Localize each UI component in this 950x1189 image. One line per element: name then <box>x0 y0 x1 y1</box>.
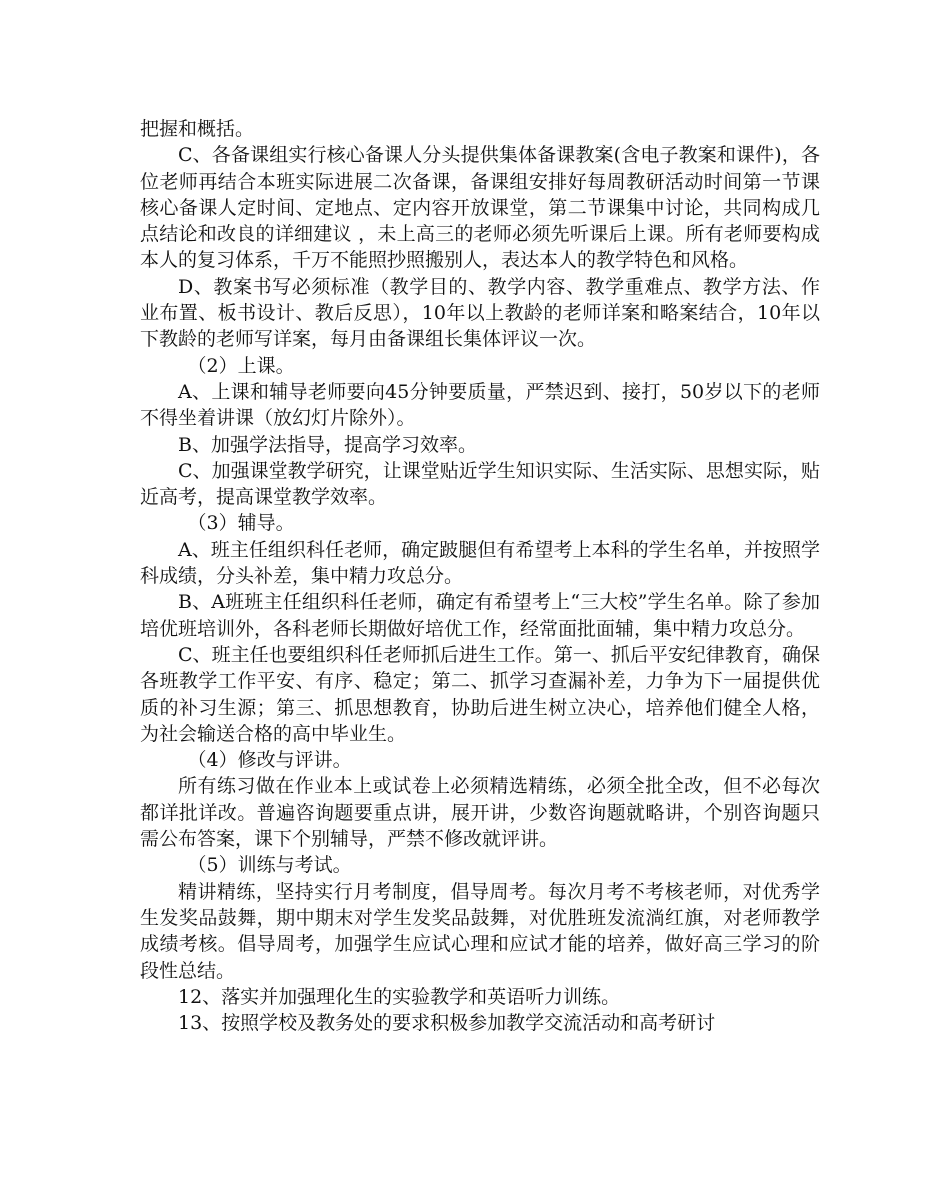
paragraph: 13、按照学校及教务处的要求积极参加教学交流活动和高考研讨 <box>178 1012 716 1035</box>
paragraph: 把握和概括。 <box>140 118 255 140</box>
paragraph: A、上课和辅导老师要向45分钟要质量，严禁迟到、接打，50岁以下的老师不得坐着讲课（放幻灯片除外）。 <box>140 380 820 430</box>
paragraph: C、加强课堂教学研究，让课堂贴近学生知识实际、生活实际、思想实际，贴近高考，提高课堂教学效率。 <box>140 459 820 509</box>
paragraph: 12、落实并加强理化生的实验教学和英语听力训练。 <box>178 985 621 1008</box>
section-heading: （2）上课。 <box>187 354 295 377</box>
paragraph: D、教案书写必须标准（教学目的、教学内容、教学重难点、教学方法、作业布置、板书设计、教后反思），10年以上教龄的老师详案和略案结合，10年以下教龄的老师写详案，每月由备课组长集体评议一次。 <box>140 275 820 351</box>
paragraph: B、加强学法指导，提高学习效率。 <box>178 433 477 456</box>
section-heading: （5）训练与考试。 <box>187 854 352 877</box>
paragraph: C、各备课组实行核心备课人分头提供集体备课教案(含电子教案和课件)，各位老师再结合本班实际进展二次备课，备课组安排好每周教研活动时间第一节课核心备课人定时间、定地点、定内容开放课堂，第二节课集中讨论，共同构成几点结论和改良的详细建议 ，未上高三的老师必须先听课后上课。所有老师要构成本人的复习体系，千万不能照抄照搬别人，表达本人的教学特色和风格。 <box>140 144 820 272</box>
document-page <box>140 116 820 1036</box>
section-heading: （4）修改与评讲。 <box>187 749 352 772</box>
section-heading: （3）辅导。 <box>187 512 295 535</box>
paragraph: C、班主任也要组织科任老师抓后进生工作。第一、抓后平安纪律教育，确保各班教学工作平安、有序、稳定；第二、抓学习查漏补差，力争为下一届提供优质的补习生源；第三、抓思想教育，协助后进生树立决心，培养他们健全人格，为社会输送合格的高中毕业生。 <box>140 643 820 745</box>
paragraph: 精讲精练，坚持实行月考制度，倡导周考。每次月考不考核老师，对优秀学生发奖品鼓舞，期中期末对学生发奖品鼓舞，对优胜班发流淌红旗，对老师教学成绩考核。倡导周考，加强学生应试心理和应试才能的培养，做好高三学习的阶段性总结。 <box>140 880 820 982</box>
paragraph: A、班主任组织科任老师，确定跛腿但有希望考上本科的学生名单，并按照学科成绩，分头补差，集中精力攻总分。 <box>140 538 820 588</box>
paragraph: 所有练习做在作业本上或试卷上必须精选精练，必须全批全改，但不必每次都详批详改。普遍咨询题要重点讲，展开讲，少数咨询题就略讲，个别咨询题只需公布答案，课下个别辅导，严禁不修改就评讲。 <box>140 775 820 851</box>
paragraph: B、A班班主任组织科任老师，确定有希望考上“三大校”学生名单。除了参加培优班培训外，各科老师长期做好培优工作，经常面批面辅，集中精力攻总分。 <box>140 591 820 640</box>
